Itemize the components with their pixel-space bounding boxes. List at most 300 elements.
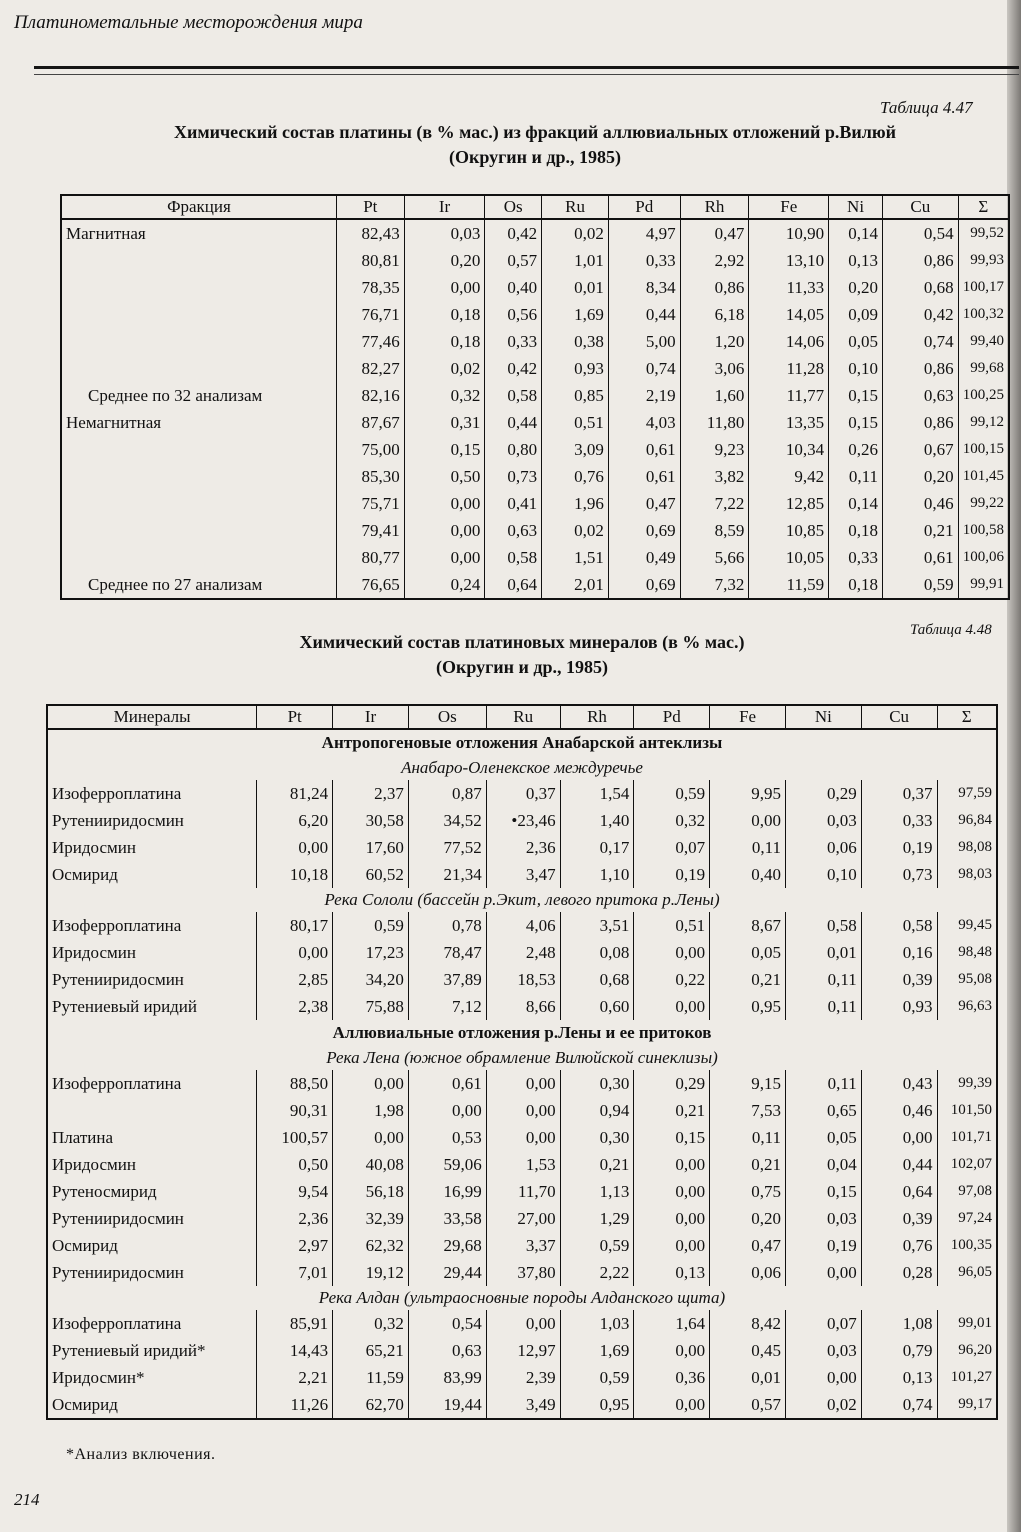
row-label: Изоферроплатина — [52, 783, 182, 803]
table-cell: 0,11 — [785, 1070, 861, 1097]
table-cell: 0,16 — [861, 939, 937, 966]
table-cell: 0,21 — [560, 1151, 634, 1178]
column-header: Фракция — [61, 195, 336, 219]
table-cell: 0,15 — [785, 1178, 861, 1205]
table-row — [47, 966, 997, 993]
table-cell: 0,75 — [710, 1178, 786, 1205]
table-cell: 0,53 — [408, 1124, 486, 1151]
table-cell: 96,84 — [937, 807, 997, 834]
table-row — [61, 219, 1009, 247]
table-cell: 8,66 — [486, 993, 560, 1020]
table-cell: 0,80 — [485, 436, 542, 463]
table-row — [61, 247, 1009, 274]
table-cell: 56,18 — [333, 1178, 409, 1205]
table-cell: 0,00 — [404, 544, 485, 571]
table-cell: 0,73 — [861, 861, 937, 888]
table-cell: 9,15 — [710, 1070, 786, 1097]
table-cell: 81,24 — [257, 780, 333, 807]
table-cell: 1,96 — [542, 490, 609, 517]
table-cell: 29,68 — [408, 1232, 486, 1259]
table-cell: 0,02 — [785, 1391, 861, 1419]
row-label: Осмирид — [52, 1235, 118, 1255]
table-cell: 0,03 — [785, 1337, 861, 1364]
table-cell: 0,00 — [634, 1391, 710, 1419]
table-cell: 5,66 — [680, 544, 749, 571]
table-cell: 12,85 — [749, 490, 829, 517]
table-cell: 99,93 — [958, 247, 1009, 274]
table-cell: 17,23 — [333, 939, 409, 966]
table-cell: 101,71 — [937, 1124, 997, 1151]
table-cell: 8,67 — [710, 912, 786, 939]
column-header: Ru — [486, 705, 560, 729]
table-cell: 0,14 — [829, 490, 883, 517]
column-header: Ir — [333, 705, 409, 729]
table-cell: 98,48 — [937, 939, 997, 966]
table-row — [61, 463, 1009, 490]
table-cell: 0,74 — [882, 328, 958, 355]
table-cell: 0,42 — [882, 301, 958, 328]
table-cell: 0,14 — [829, 219, 883, 247]
table-cell: 100,15 — [958, 436, 1009, 463]
table-cell: 0,00 — [333, 1124, 409, 1151]
row-label: Рутениевый иридий* — [52, 1340, 206, 1360]
table-cell: 0,03 — [785, 1205, 861, 1232]
table-cell: 0,93 — [861, 993, 937, 1020]
table-cell: 0,00 — [404, 274, 485, 301]
table-cell: 1,29 — [560, 1205, 634, 1232]
table-cell: 0,32 — [634, 807, 710, 834]
table-cell: 0,86 — [882, 409, 958, 436]
row-label — [61, 544, 336, 571]
row-label: Осмирид — [52, 864, 118, 884]
table2-footnote: *Анализ включения. — [66, 1446, 216, 1463]
column-header: Ir — [404, 195, 485, 219]
table-cell: 100,17 — [958, 274, 1009, 301]
table-cell: 0,00 — [486, 1310, 560, 1337]
table-cell: 0,65 — [785, 1097, 861, 1124]
table-cell: 19,12 — [333, 1259, 409, 1286]
table-cell: 1,13 — [560, 1178, 634, 1205]
table-cell: 3,82 — [680, 463, 749, 490]
table1-label: Таблица 4.47 — [880, 98, 973, 117]
table-cell: 99,17 — [937, 1391, 997, 1419]
row-label: Среднее по 32 анализам — [88, 385, 263, 405]
table-cell: 1,10 — [560, 861, 634, 888]
table-cell: 0,17 — [560, 834, 634, 861]
table-cell: 0,21 — [710, 966, 786, 993]
table-cell: 0,50 — [257, 1151, 333, 1178]
row-label — [61, 328, 336, 355]
table-cell: 0,54 — [882, 219, 958, 247]
table-cell: 76,65 — [336, 571, 404, 599]
table-cell: 0,01 — [785, 939, 861, 966]
table-cell: 99,12 — [958, 409, 1009, 436]
table-cell: 0,57 — [710, 1391, 786, 1419]
section-header-row — [47, 1020, 997, 1046]
table-cell: 1,69 — [542, 301, 609, 328]
subsection-header-row — [47, 1046, 997, 1070]
page-number: 214 — [14, 1490, 40, 1509]
table-cell: 0,33 — [829, 544, 883, 571]
table-cell: 0,00 — [634, 1337, 710, 1364]
table-cell: 4,03 — [608, 409, 680, 436]
table-cell: 0,10 — [829, 355, 883, 382]
table-cell: 0,40 — [710, 861, 786, 888]
table-cell: 13,35 — [749, 409, 829, 436]
table-cell: 100,25 — [958, 382, 1009, 409]
table-cell: 0,61 — [408, 1070, 486, 1097]
section-header-row — [47, 729, 997, 756]
table2-body — [47, 729, 997, 1419]
table-cell: 0,00 — [710, 807, 786, 834]
table-cell: 0,18 — [829, 517, 883, 544]
table-cell: 0,61 — [608, 436, 680, 463]
table-cell: 0,59 — [882, 571, 958, 599]
table-cell: 0,43 — [861, 1070, 937, 1097]
table-cell: 99,45 — [937, 912, 997, 939]
table-cell: 6,20 — [257, 807, 333, 834]
row-label — [61, 355, 336, 382]
row-label: Изоферроплатина — [52, 1313, 182, 1333]
table-cell: 99,01 — [937, 1310, 997, 1337]
table-row — [47, 993, 997, 1020]
table-row — [61, 571, 1009, 599]
table-cell: 0,19 — [634, 861, 710, 888]
table-row — [47, 807, 997, 834]
running-header: Платинометальные месторождения мира — [14, 12, 363, 33]
table-cell: 14,05 — [749, 301, 829, 328]
column-header: Σ — [958, 195, 1009, 219]
column-header: Pd — [634, 705, 710, 729]
table-row — [61, 274, 1009, 301]
table-cell: 0,15 — [829, 382, 883, 409]
table-cell: 65,21 — [333, 1337, 409, 1364]
table2-label: Таблица 4.48 — [910, 622, 992, 638]
table-row — [61, 517, 1009, 544]
table-cell: 0,00 — [861, 1124, 937, 1151]
table-cell: 2,21 — [257, 1364, 333, 1391]
table-cell: 0,00 — [257, 834, 333, 861]
table-cell: 2,85 — [257, 966, 333, 993]
table-cell: 101,45 — [958, 463, 1009, 490]
table-cell: 34,52 — [408, 807, 486, 834]
subsection-header-row — [47, 888, 997, 912]
table-cell: 82,27 — [336, 355, 404, 382]
table-cell: 0,47 — [710, 1232, 786, 1259]
table-cell: 0,47 — [608, 490, 680, 517]
table-row — [61, 382, 1009, 409]
table-cell: 11,59 — [749, 571, 829, 599]
column-header: Rh — [560, 705, 634, 729]
table-cell: 0,58 — [861, 912, 937, 939]
column-header: Fe — [749, 195, 829, 219]
table-cell: 0,61 — [608, 463, 680, 490]
table-cell: 3,37 — [486, 1232, 560, 1259]
table-row — [47, 1070, 997, 1097]
table-cell: 0,45 — [710, 1337, 786, 1364]
table-cell: 0,85 — [542, 382, 609, 409]
table-cell: 82,16 — [336, 382, 404, 409]
table-row — [47, 939, 997, 966]
table-row — [61, 328, 1009, 355]
table-cell: 9,23 — [680, 436, 749, 463]
table-cell: 0,01 — [710, 1364, 786, 1391]
table-cell: 77,46 — [336, 328, 404, 355]
table-row — [61, 490, 1009, 517]
table-cell: 79,41 — [336, 517, 404, 544]
table-cell: 0,00 — [634, 993, 710, 1020]
table-cell: 2,36 — [257, 1205, 333, 1232]
table-cell: 100,58 — [958, 517, 1009, 544]
table-cell: 0,03 — [785, 807, 861, 834]
table-cell: 101,27 — [937, 1364, 997, 1391]
row-label: Изоферроплатина — [52, 1073, 182, 1093]
table-cell: 0,13 — [829, 247, 883, 274]
table-row — [47, 1337, 997, 1364]
table-cell: 99,22 — [958, 490, 1009, 517]
table-cell: 1,69 — [560, 1337, 634, 1364]
table-cell: 0,44 — [861, 1151, 937, 1178]
table-cell: 0,94 — [560, 1097, 634, 1124]
table-cell: 0,13 — [634, 1259, 710, 1286]
column-header: Ru — [542, 195, 609, 219]
row-label: Рутенииридосмин — [52, 1262, 184, 1282]
table-cell: 100,57 — [257, 1124, 333, 1151]
column-header: Ni — [829, 195, 883, 219]
table-cell: 99,40 — [958, 328, 1009, 355]
table-cell: 3,47 — [486, 861, 560, 888]
header-rule-thin — [34, 74, 1019, 75]
table-cell: 0,86 — [882, 355, 958, 382]
table1-body — [61, 219, 1009, 599]
table-cell: 62,70 — [333, 1391, 409, 1419]
table-cell: 2,36 — [486, 834, 560, 861]
column-header: Os — [485, 195, 542, 219]
table-cell: 0,11 — [710, 834, 786, 861]
table-cell: 75,00 — [336, 436, 404, 463]
table-cell: 0,20 — [829, 274, 883, 301]
table-cell: 8,34 — [608, 274, 680, 301]
table-cell: 0,02 — [542, 219, 609, 247]
table-cell: 85,91 — [257, 1310, 333, 1337]
table-cell: 0,06 — [710, 1259, 786, 1286]
table-cell: 10,05 — [749, 544, 829, 571]
table-cell: 1,01 — [542, 247, 609, 274]
table-row — [47, 1178, 997, 1205]
table-cell: 33,58 — [408, 1205, 486, 1232]
table-cell: 96,63 — [937, 993, 997, 1020]
table-cell: 0,21 — [710, 1151, 786, 1178]
table-cell: 9,95 — [710, 780, 786, 807]
table-cell: •23,46 — [486, 807, 560, 834]
table-row — [47, 1232, 997, 1259]
table-cell: 0,09 — [829, 301, 883, 328]
table-cell: 1,20 — [680, 328, 749, 355]
table-cell: 0,42 — [485, 355, 542, 382]
table-row — [61, 544, 1009, 571]
table2-title-line2: (Округин и др., 1985) — [435, 657, 609, 677]
table-cell: 13,10 — [749, 247, 829, 274]
table-cell: 11,80 — [680, 409, 749, 436]
table-cell: 6,18 — [680, 301, 749, 328]
table-cell: 77,52 — [408, 834, 486, 861]
table-cell: 27,00 — [486, 1205, 560, 1232]
table-cell: 0,68 — [560, 966, 634, 993]
table-cell: 0,86 — [680, 274, 749, 301]
table-cell: 40,08 — [333, 1151, 409, 1178]
subsection-heading: Анабаро-Оленекское междуречье — [401, 758, 643, 777]
table-cell: 16,99 — [408, 1178, 486, 1205]
table-cell: 0,32 — [404, 382, 485, 409]
table-cell: 11,59 — [333, 1364, 409, 1391]
table-cell: 0,39 — [861, 1205, 937, 1232]
table-cell: 0,74 — [861, 1391, 937, 1419]
row-label — [61, 274, 336, 301]
table-cell: 29,44 — [408, 1259, 486, 1286]
column-header: Os — [408, 705, 486, 729]
row-label — [61, 301, 336, 328]
table1-title — [60, 120, 1010, 170]
row-label: Рутенииридосмин — [52, 1208, 184, 1228]
table-cell: 78,47 — [408, 939, 486, 966]
table2 — [46, 704, 998, 1420]
table-cell: 75,88 — [333, 993, 409, 1020]
table-cell: 1,03 — [560, 1310, 634, 1337]
table-cell: 97,08 — [937, 1178, 997, 1205]
table-cell: 10,18 — [257, 861, 333, 888]
table-cell: 0,44 — [485, 409, 542, 436]
table-cell: 0,74 — [608, 355, 680, 382]
table-cell: 1,54 — [560, 780, 634, 807]
table-cell: 7,32 — [680, 571, 749, 599]
table-cell: 0,15 — [404, 436, 485, 463]
table-cell: 0,33 — [861, 807, 937, 834]
table-cell: 1,98 — [333, 1097, 409, 1124]
row-label — [61, 436, 336, 463]
table-cell: 2,22 — [560, 1259, 634, 1286]
table-cell: 11,26 — [257, 1391, 333, 1419]
table-cell: 102,07 — [937, 1151, 997, 1178]
table-cell: 0,22 — [634, 966, 710, 993]
table-cell: 0,00 — [634, 1151, 710, 1178]
table-row — [47, 780, 997, 807]
table-row — [61, 355, 1009, 382]
table-cell: 0,10 — [785, 861, 861, 888]
table-cell: 88,50 — [257, 1070, 333, 1097]
row-label: Рутениевый иридий — [52, 996, 198, 1016]
table-cell: 0,13 — [861, 1364, 937, 1391]
table-cell: 0,64 — [861, 1178, 937, 1205]
table-cell: 0,69 — [608, 571, 680, 599]
row-label: Иридосмин — [52, 1154, 136, 1174]
table-row — [47, 1097, 997, 1124]
table-cell: 0,11 — [785, 993, 861, 1020]
table2-header-row — [47, 705, 997, 729]
table-cell: 0,95 — [710, 993, 786, 1020]
table-cell: 0,07 — [634, 834, 710, 861]
table-cell: 0,59 — [560, 1232, 634, 1259]
table-cell: 0,05 — [785, 1124, 861, 1151]
table-cell: 0,79 — [861, 1337, 937, 1364]
table-cell: 37,89 — [408, 966, 486, 993]
table-cell: 80,77 — [336, 544, 404, 571]
table-cell: 37,80 — [486, 1259, 560, 1286]
table-cell: 2,37 — [333, 780, 409, 807]
table-cell: 0,76 — [861, 1232, 937, 1259]
section-heading: Антропогеновые отложения Анабарской антеклизы — [321, 733, 723, 752]
table-cell: 0,03 — [404, 219, 485, 247]
table-cell: 0,78 — [408, 912, 486, 939]
row-label: Среднее по 27 анализам — [88, 574, 263, 594]
table-cell: 0,32 — [333, 1310, 409, 1337]
table-cell: 0,63 — [408, 1337, 486, 1364]
table-cell: 2,48 — [486, 939, 560, 966]
table-cell: 2,97 — [257, 1232, 333, 1259]
subsection-heading: Река Сололи (бассейн р.Экит, левого притока р.Лены) — [324, 890, 720, 909]
table-cell: 0,00 — [634, 939, 710, 966]
table-cell: 0,18 — [404, 301, 485, 328]
table-cell: 0,00 — [634, 1232, 710, 1259]
table-row — [47, 912, 997, 939]
table-cell: 0,01 — [542, 274, 609, 301]
row-label: Изоферроплатина — [52, 915, 182, 935]
table-cell: 82,43 — [336, 219, 404, 247]
row-label — [61, 517, 336, 544]
table-cell: 0,38 — [542, 328, 609, 355]
table-cell: 7,22 — [680, 490, 749, 517]
table-cell: 2,39 — [486, 1364, 560, 1391]
table-cell: 0,86 — [882, 247, 958, 274]
table-cell: 0,41 — [485, 490, 542, 517]
table-cell: 0,57 — [485, 247, 542, 274]
table-cell: 0,50 — [404, 463, 485, 490]
table-cell: 1,53 — [486, 1151, 560, 1178]
subsection-heading: Река Лена (южное обрамление Вилюйской синеклизы) — [326, 1048, 718, 1067]
table-row — [61, 436, 1009, 463]
table-cell: 0,19 — [861, 834, 937, 861]
table-cell: 80,17 — [257, 912, 333, 939]
table-cell: 8,59 — [680, 517, 749, 544]
table-cell: 2,38 — [257, 993, 333, 1020]
table-cell: 0,05 — [829, 328, 883, 355]
table-cell: 2,01 — [542, 571, 609, 599]
table-cell: 0,68 — [882, 274, 958, 301]
table-cell: 0,00 — [333, 1070, 409, 1097]
table-cell: 83,99 — [408, 1364, 486, 1391]
table-row — [47, 1205, 997, 1232]
row-label: Рутенииридосмин — [52, 810, 184, 830]
table-cell: 5,00 — [608, 328, 680, 355]
table-cell: 0,47 — [680, 219, 749, 247]
table-cell: 0,21 — [634, 1097, 710, 1124]
table-cell: 62,32 — [333, 1232, 409, 1259]
table-cell: 8,42 — [710, 1310, 786, 1337]
table-row — [47, 1310, 997, 1337]
table-cell: 0,30 — [560, 1070, 634, 1097]
table-cell: 95,08 — [937, 966, 997, 993]
table-cell: 99,91 — [958, 571, 1009, 599]
table-row — [47, 1364, 997, 1391]
table-cell: 30,58 — [333, 807, 409, 834]
row-label: Рутеносмирид — [52, 1181, 157, 1201]
table-cell: 3,06 — [680, 355, 749, 382]
table-cell: 60,52 — [333, 861, 409, 888]
table-cell: 0,64 — [485, 571, 542, 599]
table-cell: 98,03 — [937, 861, 997, 888]
column-header: Минералы — [47, 705, 257, 729]
table-cell: 19,44 — [408, 1391, 486, 1419]
table-cell: 0,44 — [608, 301, 680, 328]
